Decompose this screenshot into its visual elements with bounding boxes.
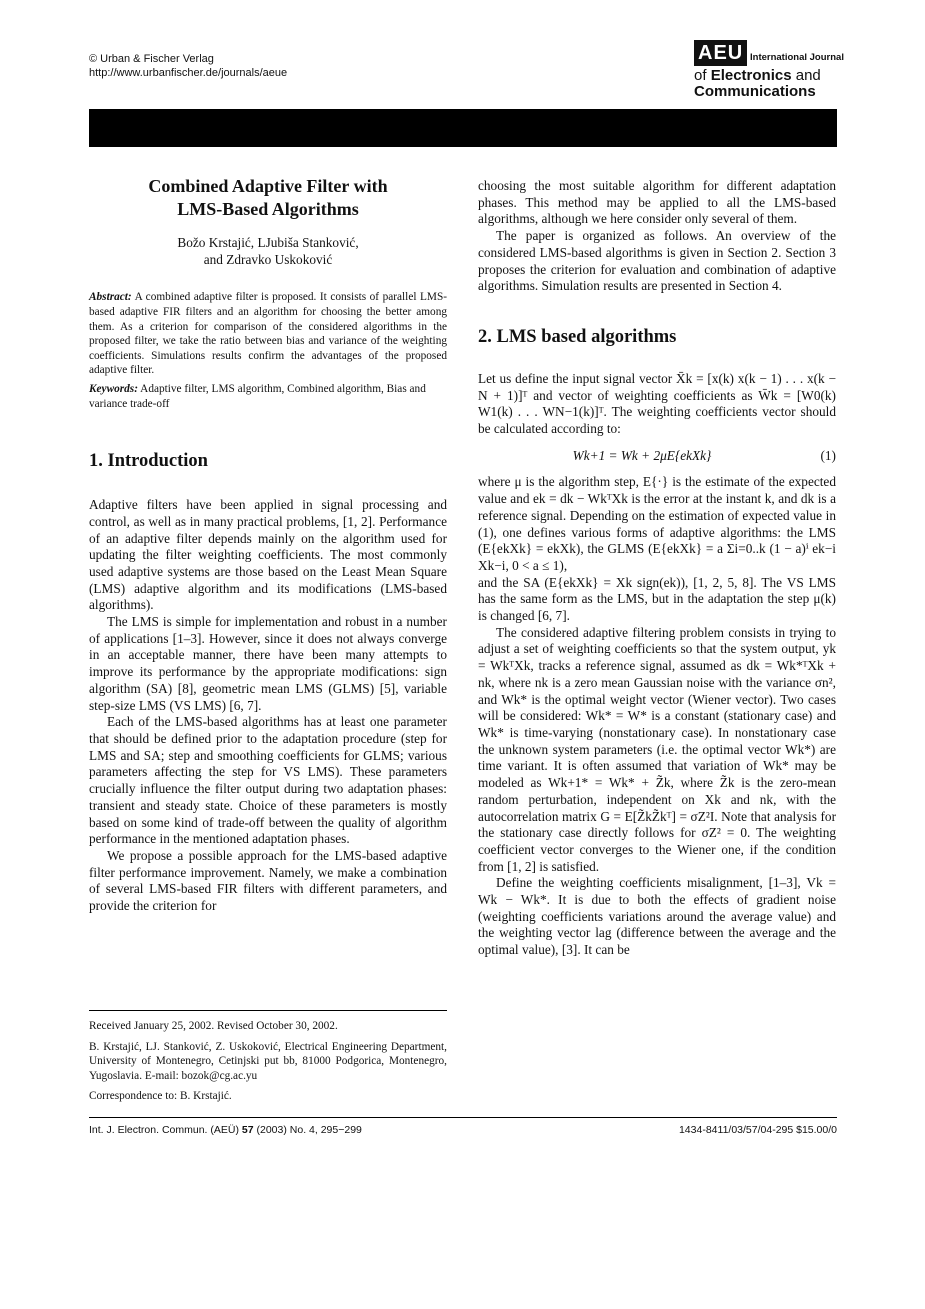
header-banner-bar bbox=[89, 109, 837, 147]
intro-paragraph-3: Each of the LMS-based algorithms has at least one parameter that should be defined prior to the adaptation procedure (step for LMS and SA; step and smoothing coefficients for GLMS; various parameters affecting the step for VS LMS). These parameters crucially influence the filter output during two adaptation phases: transient and steady state. Choice of these parameters is mostly based on some kind of trade-off between the quality of algorithm performance in the mentioned adaptation phases. bbox=[89, 714, 447, 847]
keywords-label: Keywords: bbox=[89, 382, 138, 395]
citation-volume: 57 bbox=[241, 1124, 254, 1136]
footer-code: 1434-8411/03/57/04-295 $15.00/0 bbox=[678, 1124, 837, 1136]
logo-electronics: Electronics bbox=[710, 67, 792, 84]
aeu-logo-mark: AEU bbox=[694, 40, 747, 66]
keywords bbox=[89, 382, 447, 411]
author-affiliation: B. Krstajić, LJ. Stanković, Z. Uskoković, Electrical Engineering Department, University of Montenegro, Cetinjski put bb, 81000 Podgorica, Montenegro, Yugoslavia. E-mail: bozok@cg.ac.yu bbox=[89, 1040, 447, 1082]
sec2-paragraph-5: Define the weighting coefficients misalignment, [1–3], Vk = Wk − Wk*. It is due to both the effects of gradient noise (weighting coefficients variations around the average value) and the weighting vector lag (difference between the average and the optimal value), [3]. It can be bbox=[478, 875, 836, 958]
abstract-label: Abstract: bbox=[89, 291, 132, 304]
keywords-text: Adaptive filter, LMS algorithm, Combined algorithm, Bias and variance trade-off bbox=[89, 382, 426, 410]
equation-1 bbox=[478, 448, 836, 465]
authors bbox=[89, 235, 447, 268]
intro-paragraph-1: Adaptive filters have been applied in signal processing and control, as well as in many practical problems, [1, 2]. Performance of an adaptive filter depends mainly on the algorithm used for updating the filter weighting coefficients. The most commonly used adaptive systems are those based on the Least Mean Square (LMS) adaptive algorithm and its modifications (LMS-based algorithms). bbox=[89, 497, 447, 613]
equation-1-number: (1) bbox=[820, 447, 836, 463]
title-line-2: LMS-Based Algorithms bbox=[177, 199, 359, 219]
sec2-paragraph-2: where μ is the algorithm step, E{·} is the estimate of the expected value and ek = dk − WkᵀXk is the error at the instant k, and dk is a reference signal. Depending on the estimation of expected value in (1), one defines various forms of adaptive algorithms: the LMS (E{ekXk} = ekXk), the GLMS (E{ekXk} = a Σi=0..k (1 − a)ⁱ ek−i Xk−i, 0 < a ≤ 1), bbox=[478, 474, 836, 573]
footer-citation bbox=[89, 1124, 362, 1136]
sec2-paragraph-4: The considered adaptive filtering problem consists in trying to adjust a set of weighting coefficients so that the system output, yk = WkᵀXk, tracks a reference signal, assumed as dk = Wk*ᵀXk + nk, where nk is a zero mean Gaussian noise with the variance σn², and Wk* is the optimal weight vector (Wiener vector). Two cases will be considered: Wk* = W* is a constant (stationary case) and Wk* is time-varying (nonstationary case). In nonstationary case the unknown system parameters (i.e. the optimal vector Wk*) are time variant. It is often assumed that variation of Wk* may be modeled as Wk+1* = Wk* + Z̃k, where Z̃k is the zero-mean random perturbation, independent on Xk and nk, with the autocorrelation matrix G = E[Z̃kZ̃kᵀ] = σZ²I. Note that analysis for the stationary case directly follows for σZ² = 0. The weighting coefficient vector converges to the Wiener one, if the condition from [1, 2] is satisfied. bbox=[478, 624, 836, 874]
journal-url[interactable]: http://www.urbanfischer.de/journals/aeue bbox=[89, 67, 288, 79]
section-2-heading: 2. LMS based algorithms bbox=[478, 326, 677, 347]
intro-paragraph-4: We propose a possible approach for the LMS-based adaptive filter performance improvement. Namely, we make a combination of several LMS-based FIR filters with different parameters, and provide the criterion for bbox=[89, 847, 447, 914]
received-dates: Received January 25, 2002. Revised October 30, 2002. bbox=[89, 1020, 338, 1032]
citation-suffix: (2003) No. 4, 295−299 bbox=[256, 1124, 362, 1136]
sec2-paragraph-1: Let us define the input signal vector X̄k = [x(k) x(k − 1) . . . x(k − N + 1)]ᵀ and vector of weighting coefficients as W̄k = [W0(k) W1(k) . . . WN−1(k)]ᵀ. The weighting coefficients vector should be calculated according to: bbox=[478, 370, 836, 437]
publisher-line: © Urban & Fischer Verlag bbox=[89, 53, 214, 65]
logo-line-electronics bbox=[694, 68, 821, 84]
authors-line-1: Božo Krstajić, LJubiša Stanković, bbox=[177, 235, 359, 250]
journal-header bbox=[89, 52, 287, 80]
right-paragraph-1: The paper is organized as follows. An overview of the considered LMS-based algorithms is given in Section 2. Section 3 proposes the criterion for evaluation and combination of adaptive algorithms. Simulation results are presented in Section 4. bbox=[478, 228, 836, 294]
footnotes bbox=[89, 1010, 447, 1110]
citation-prefix: Int. J. Electron. Commun. (AEÜ) bbox=[89, 1124, 239, 1136]
equation-1-body: Wk+1 = Wk + 2μE{ekXk} bbox=[572, 447, 712, 463]
sec2-paragraph-3: and the SA (E{ekXk} = Xk sign(ek)), [1, 2, 5, 8]. The VS LMS has the same form as the LMS, but in the adaptation the step μ(k) is changed [6, 7]. bbox=[478, 574, 836, 624]
logo-international-journal: International Journal bbox=[750, 52, 844, 63]
right-paragraph-0: choosing the most suitable algorithm for different adaptation phases. This method may be applied to all the LMS-based algorithms, although we here consider only several of them. bbox=[478, 178, 836, 227]
section-1-heading: 1. Introduction bbox=[89, 451, 208, 472]
logo-of: of bbox=[694, 67, 707, 84]
abstract-text: A combined adaptive filter is proposed. It consists of parallel LMS-based adaptive FIR filters and an algorithm for choosing the better among them. As a criterion for comparison of the considered algorithms in the proposed filter, we take the ratio between bias and variance of the weighting coefficients. Simulations results confirm the advantages of the proposed adaptive filter. bbox=[89, 291, 448, 377]
intro-paragraph-2: The LMS is simple for implementation and robust in a number of applications [1–3]. However, since it does not always converge in an acceptable manner, there have been many attempts to improve its performance by the appropriate modifications: sign algorithm (SA) [8], geometric mean LMS (GLMS) [5], variable step-size LMS (VS LMS) [6, 7]. bbox=[89, 614, 447, 713]
logo-and: and bbox=[795, 67, 821, 84]
title-line-1: Combined Adaptive Filter with bbox=[148, 176, 388, 196]
abstract bbox=[89, 290, 447, 378]
left-column bbox=[89, 175, 447, 915]
logo-communications: Communications bbox=[694, 83, 816, 100]
footer-rule bbox=[89, 1117, 837, 1118]
correspondence: Correspondence to: B. Krstajić. bbox=[89, 1090, 232, 1103]
right-column bbox=[478, 178, 836, 959]
journal-logo bbox=[694, 40, 844, 102]
article-title bbox=[89, 175, 447, 221]
authors-line-2: and Zdravko Uskoković bbox=[203, 251, 333, 267]
